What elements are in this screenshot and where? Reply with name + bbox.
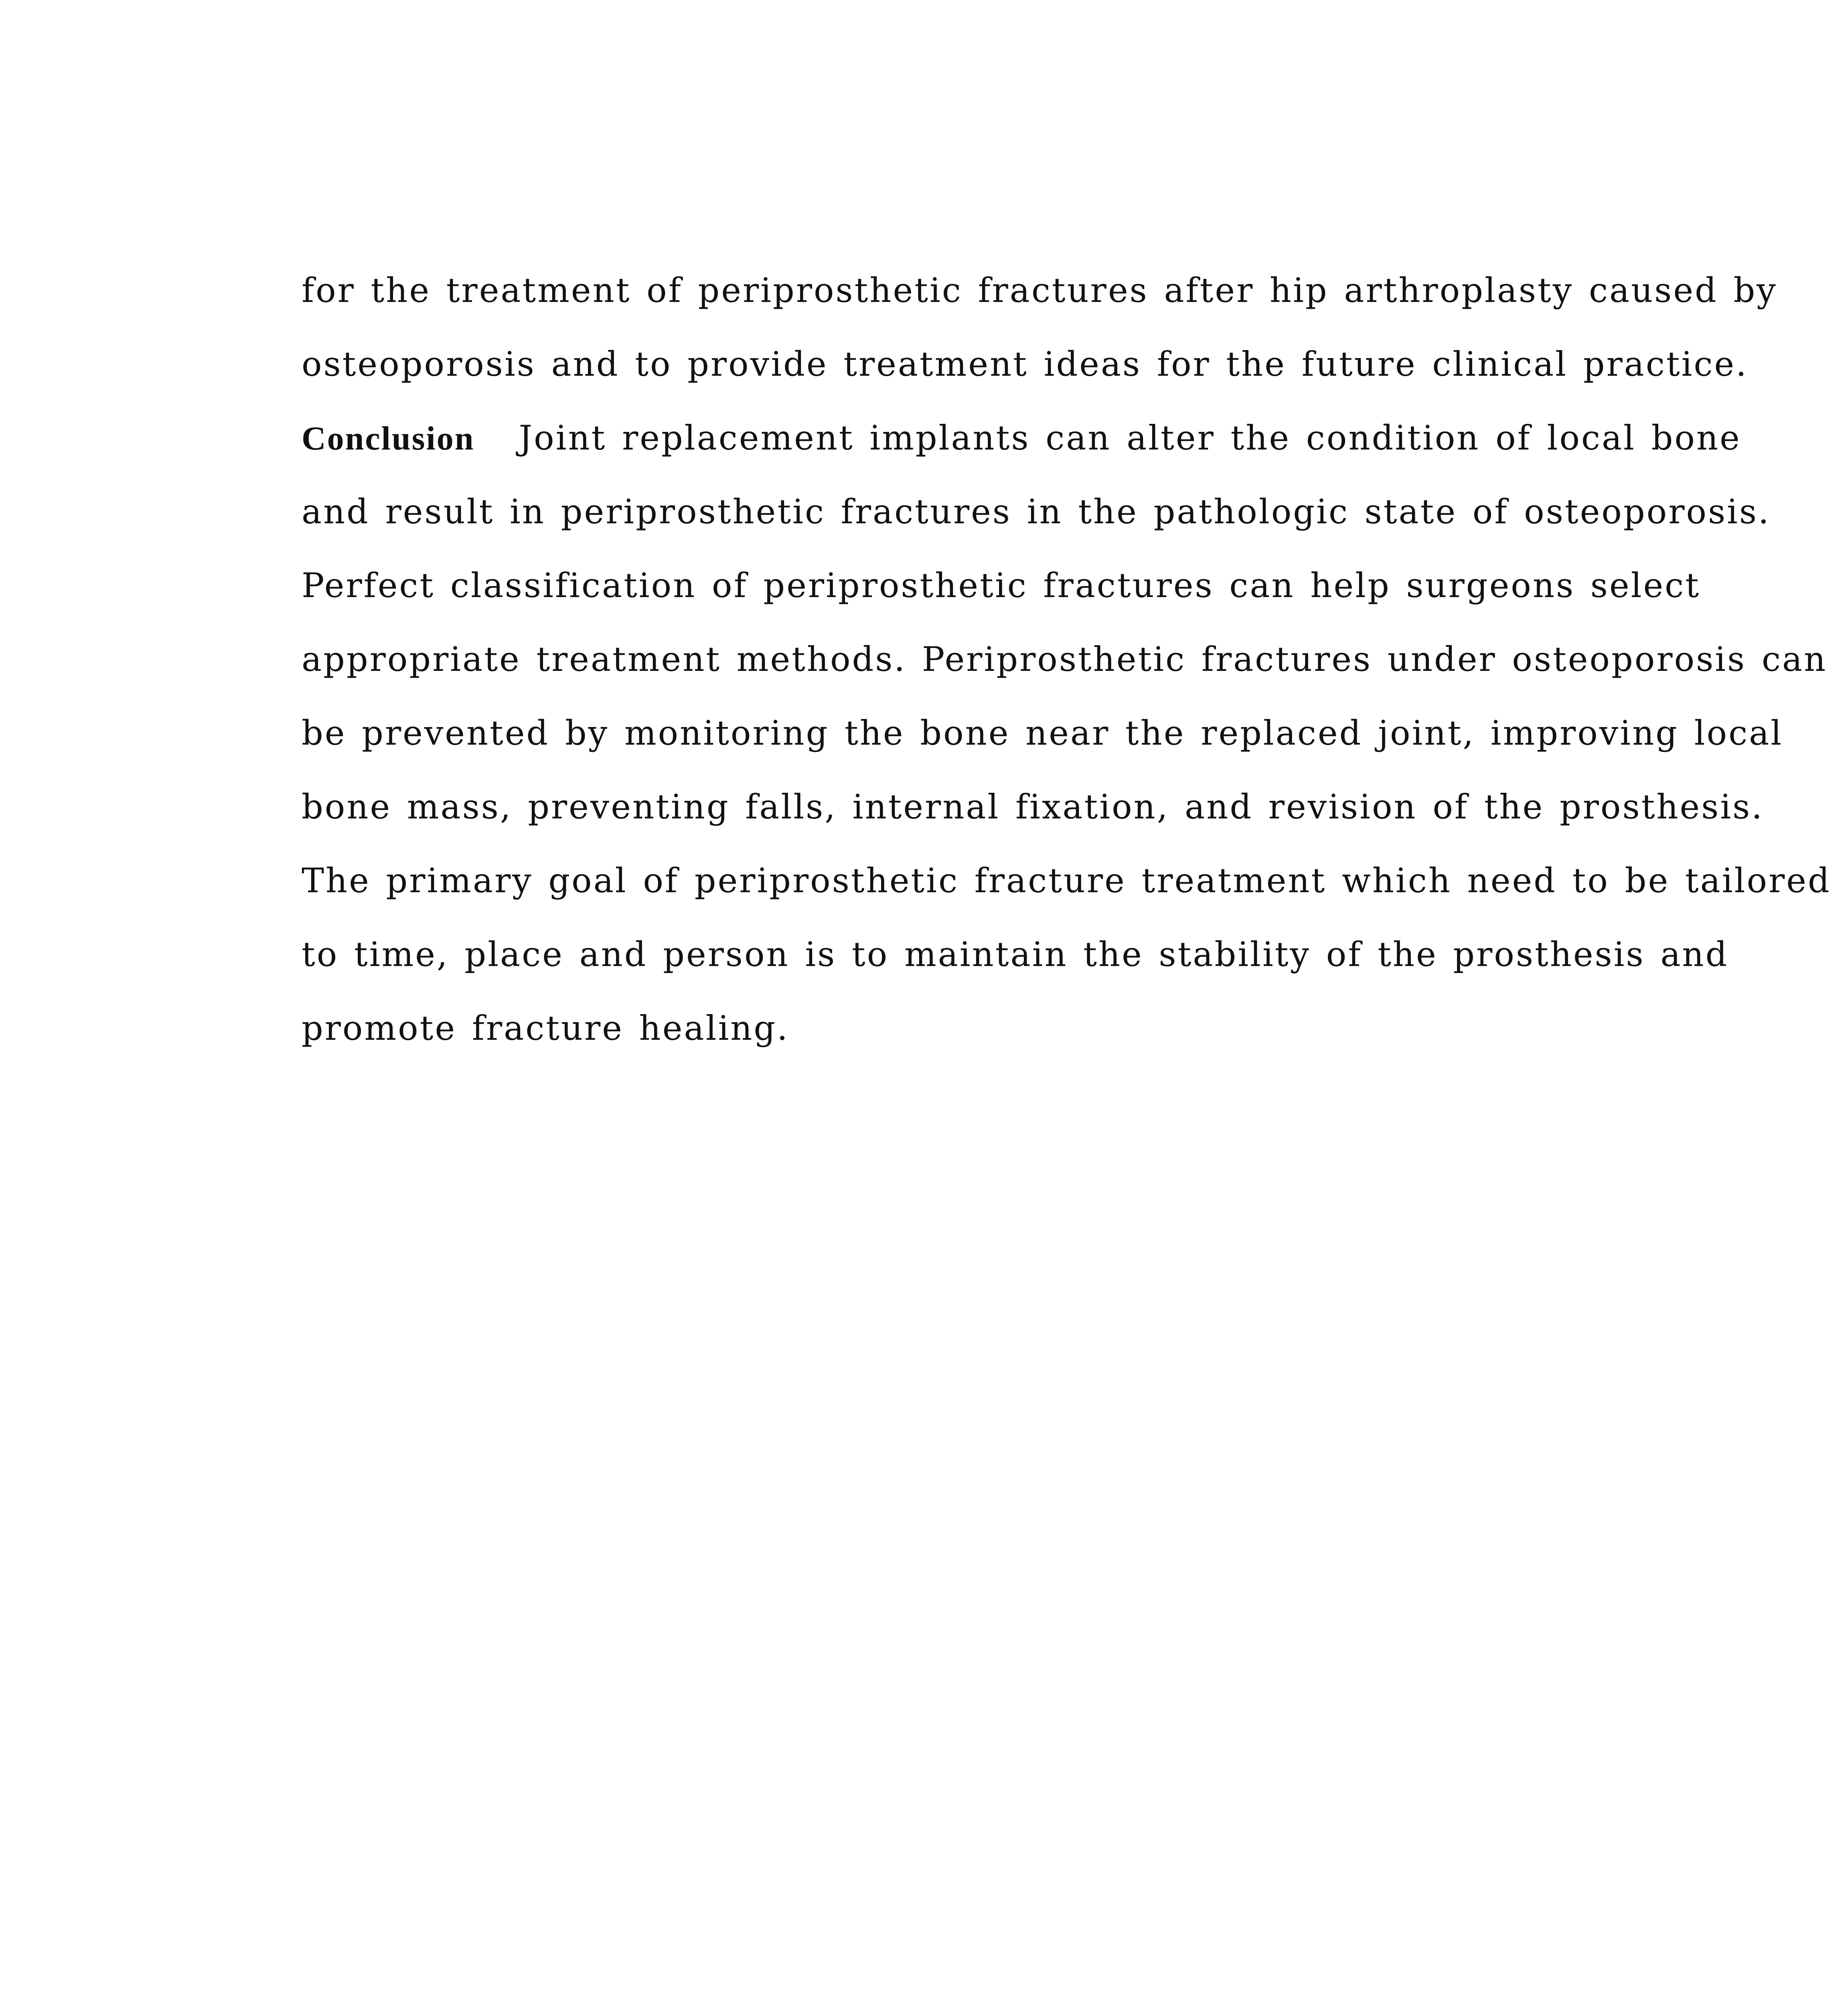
conclusion-first-line [302,412,1741,486]
text-line: promote fracture healing. [302,1009,789,1048]
text-line: appropriate treatment methods. Periprosthetic fractures under osteoporosis can [302,640,1828,679]
text-line: and result in periprosthetic fractures in the pathologic state of osteoporosis. [302,492,1771,531]
conclusion-text: Joint replacement implants can alter the condition of local bone [519,418,1741,458]
abstract-text [302,265,1831,1076]
text-line: be prevented by monitoring the bone near the replaced joint, improving local [302,713,1783,753]
conclusion-label: Conclusion [302,420,475,457]
text-line: for the treatment of periprosthetic fractures after hip arthroplasty caused by [302,271,1777,310]
text-line: Perfect classification of periprosthetic fractures can help surgeons select [302,566,1700,605]
text-line: bone mass, preventing falls, internal fixation, and revision of the prosthesis. [302,787,1764,826]
text-line: to time, place and person is to maintain the stability of the prosthesis and [302,935,1729,974]
text-line: osteoporosis and to provide treatment ideas for the future clinical practice. [302,344,1748,384]
text-line: The primary goal of periprosthetic fracture treatment which need to be tailored [302,861,1831,900]
